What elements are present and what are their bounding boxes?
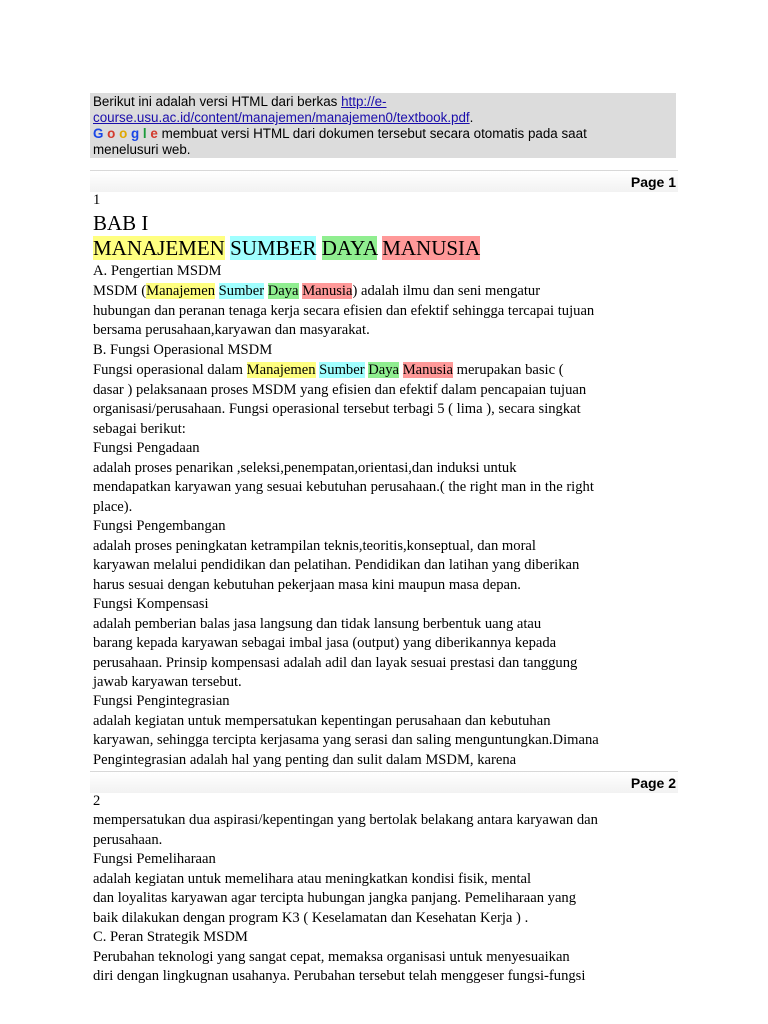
- term-highlight: Daya: [368, 362, 400, 378]
- section-heading: B. Fungsi Operasional MSDM: [93, 342, 273, 358]
- paragraph-line: [93, 362, 564, 379]
- function-title: Fungsi Pengembangan: [93, 518, 226, 534]
- paragraph-line: perusahaan. Prinsip kompensasi adalah adil dan layak sesuai prestasi dan tanggung: [93, 655, 578, 671]
- paragraph-line: adalah kegiatan untuk mempersatukan kepentingan perusahaan dan kebutuhan: [93, 713, 551, 729]
- paragraph-line: Pengintegrasian adalah hal yang penting dan sulit dalam MSDM, karena: [93, 752, 517, 768]
- banner-google-text: membuat versi HTML dari dokumen tersebut secara otomatis pada saat: [157, 126, 587, 141]
- term-highlight: Manusia: [402, 362, 453, 378]
- paragraph-line: adalah kegiatan untuk memelihara atau meningkatkan kondisi fisik, mental: [93, 871, 532, 887]
- banner-line-2: [93, 110, 673, 126]
- term-highlight: Manajemen: [246, 362, 316, 378]
- text: merupakan basic (: [452, 362, 564, 378]
- paragraph-line: mempersatukan dua aspirasi/kepentingan yang bertolak belakang antara karyawan dan: [93, 812, 598, 828]
- paragraph-line: barang kepada karyawan sebagai imbal jasa (output) yang diberikannya kepada: [93, 635, 557, 651]
- text: ) adalah ilmu dan seni mengatur: [352, 283, 541, 299]
- term-highlight: MANUSIA: [382, 236, 481, 260]
- source-link-cont[interactable]: course.usu.ac.id/content/manajemen/manajemen0/textbook.pdf: [93, 110, 470, 125]
- paragraph-line: karyawan melalui pendidikan dan pelatihan. Pendidikan dan latihan yang diberikan: [93, 557, 580, 573]
- term-highlight: Sumber: [218, 283, 265, 299]
- google-logo: [93, 126, 158, 141]
- page-label: Page 1: [630, 174, 676, 190]
- chapter-heading: BAB I: [93, 211, 149, 235]
- paragraph-line: Perubahan teknologi yang sangat cepat, memaksa organisasi untuk menyesuaikan: [93, 949, 570, 965]
- banner-intro: Berikut ini adalah versi HTML dari berkas: [93, 94, 342, 109]
- paragraph-line: mendapatkan karyawan yang sesuai kebutuhan perusahaan.( the right man in the right: [93, 479, 594, 495]
- paragraph-line: [93, 283, 540, 300]
- paragraph-line: adalah proses penarikan ,seleksi,penempatan,orientasi,dan induksi untuk: [93, 460, 517, 476]
- paragraph-line: adalah proses peningkatan ketrampilan teknis,teoritis,konseptual, dan moral: [93, 538, 536, 554]
- banner-line-1: [93, 94, 673, 110]
- paragraph-line: organisasi/perusahaan. Fungsi operasional tersebut terbagi 5 ( lima ), secara singkat: [93, 401, 581, 417]
- source-link[interactable]: http://e-: [341, 94, 387, 109]
- chapter-title: [93, 236, 480, 261]
- google-letter: G: [93, 126, 104, 141]
- banner-line-4: menelusuri web.: [93, 142, 191, 157]
- google-letter: o: [119, 126, 128, 141]
- section-heading: A. Pengertian MSDM: [93, 263, 222, 279]
- function-title: Fungsi Kompensasi: [93, 596, 209, 612]
- paragraph-line: dasar ) pelaksanaan proses MSDM yang efisien dan efektif dalam pencapaian tujuan: [93, 382, 587, 398]
- function-title: Fungsi Pemeliharaan: [93, 851, 216, 867]
- banner-line-3: [93, 126, 673, 142]
- cache-banner: [90, 93, 676, 158]
- paragraph-line: sebagai berikut:: [93, 421, 186, 437]
- google-letter: e: [150, 126, 158, 141]
- google-letter: l: [142, 126, 147, 141]
- term-highlight: MANAJEMEN: [93, 236, 225, 260]
- paragraph-line: perusahaan.: [93, 832, 163, 848]
- paragraph-line: harus sesuai dengan kebutuhan pekerjaan masa kini maupun masa depan.: [93, 577, 521, 593]
- term-highlight: Daya: [267, 283, 299, 299]
- page-number: 1: [93, 192, 101, 208]
- paragraph-line: place).: [93, 499, 133, 515]
- term-highlight: Manusia: [302, 283, 353, 299]
- paragraph-line: hubungan dan peranan tenaga kerja secara efisien dan efektif sehingga tercapai tujuan: [93, 303, 595, 319]
- paragraph-line: bersama perusahaan,karyawan dan masyarakat.: [93, 322, 370, 338]
- page-header-1: [90, 170, 678, 192]
- function-title: Fungsi Pengintegrasian: [93, 693, 230, 709]
- term-highlight: DAYA: [321, 236, 377, 260]
- page-number: 2: [93, 793, 101, 809]
- text: MSDM (: [93, 283, 147, 299]
- page-label: Page 2: [630, 775, 676, 791]
- paragraph-line: karyawan, sehingga tercipta kerjasama yang serasi dan saling menguntungkan.Dimana: [93, 732, 599, 748]
- page-header-2: [90, 771, 678, 793]
- text: Fungsi operasional dalam: [93, 362, 247, 378]
- paragraph-line: diri dengan lingkugnan usahanya. Perubahan tersebut telah menggeser fungsi-fungsi: [93, 968, 586, 984]
- google-letter: g: [131, 126, 140, 141]
- paragraph-line: baik dilakukan dengan program K3 ( Keselamatan dan Kesehatan Kerja ) .: [93, 910, 529, 926]
- google-letter: o: [107, 126, 116, 141]
- banner-period: .: [469, 110, 474, 125]
- term-highlight: Manajemen: [146, 283, 216, 299]
- term-highlight: SUMBER: [230, 236, 317, 260]
- paragraph-line: dan loyalitas karyawan agar tercipta hubungan jangka panjang. Pemeliharaan yang: [93, 890, 577, 906]
- section-heading: C. Peran Strategik MSDM: [93, 929, 248, 945]
- paragraph-line: adalah pemberian balas jasa langsung dan tidak lansung berbentuk uang atau: [93, 616, 542, 632]
- function-title: Fungsi Pengadaan: [93, 440, 200, 456]
- paragraph-line: jawab karyawan tersebut.: [93, 674, 242, 690]
- term-highlight: Sumber: [319, 362, 365, 378]
